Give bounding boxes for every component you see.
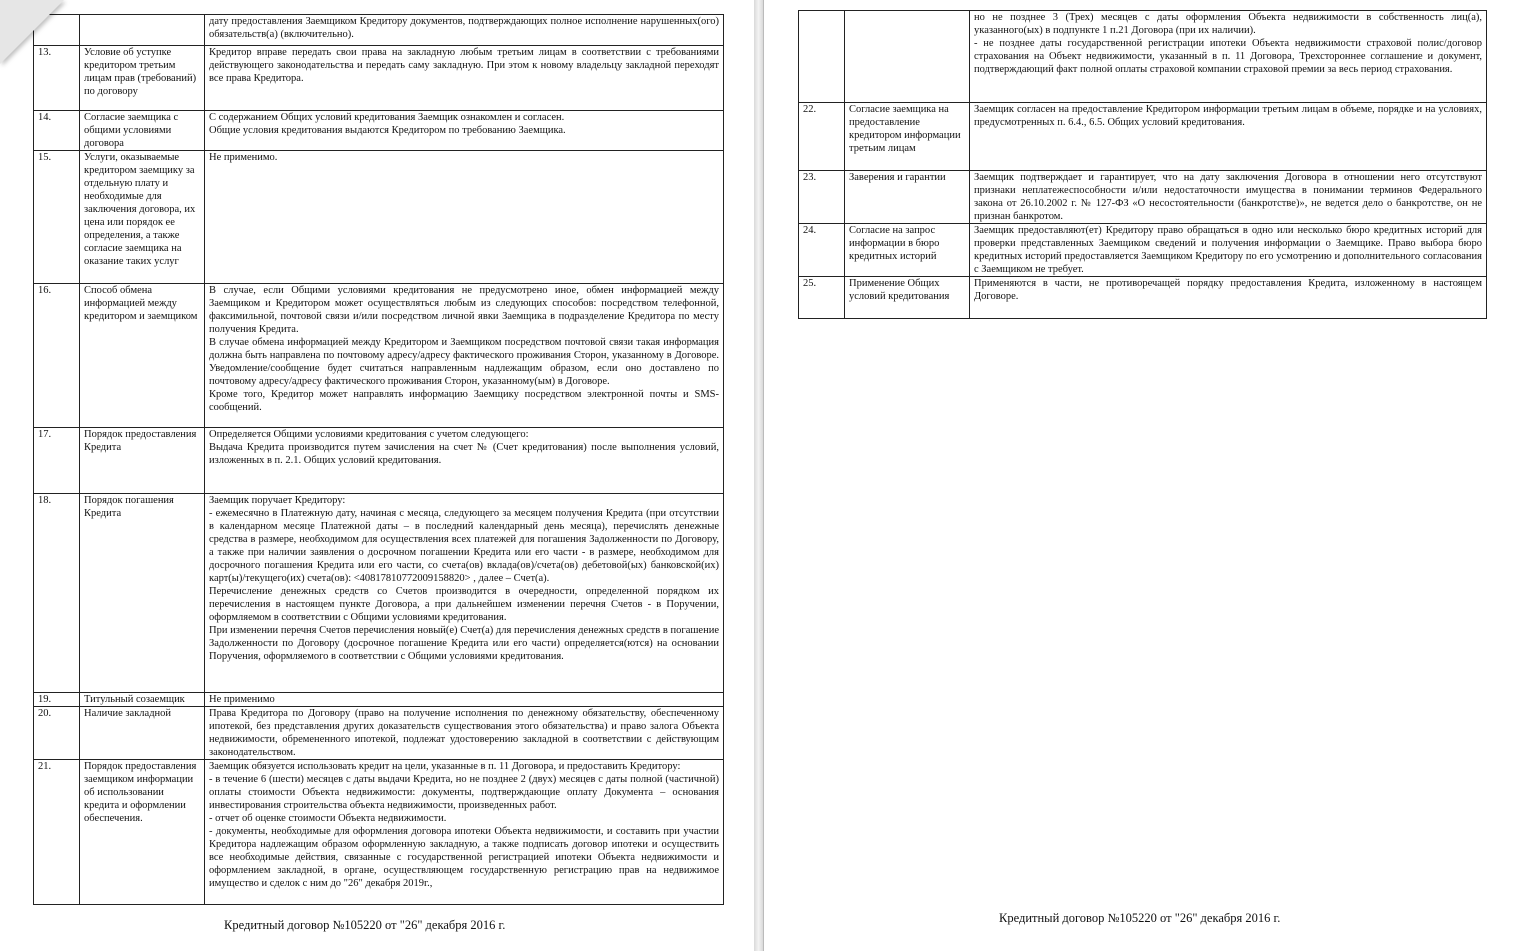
row-paragraph: но не позднее 3 (Трех) месяцев с даты оформления Объекта недвижимости в собственность лиц(а), указанного(ых) в подпункте 1 п.21 Договора (при их наличии). [974,12,1482,36]
page-curl [0,0,64,64]
row-number: 13. [34,46,80,111]
row-paragraph: Не применимо [209,694,275,705]
row-paragraph: В случае обмена информацией между Кредитором и Заемщиком посредством почтовой связи такая информация должна быть направлена по почтовому адресу/адресу фактического проживания Сторон, указанному в Договоре. Уведомление/сообщение будет считаться направленным надлежащим образом, если оно доставлено по почтовому адресу/адресу фактического проживания Сторон, указанному(ым) в Договоре. [209,337,719,387]
page-footer: Кредитный договор №105220 от "26" декабря 2016 г. [999,911,1281,925]
table-row [34,428,724,494]
row-paragraph: Общие условия кредитования выдаются Кредитором по требованию Заемщика. [209,125,566,136]
row-paragraph: дату предоставления Заемщиком Кредитору документов, подтверждающих полное исполнение нарушенных(ого) обязательств(а) (включительно). [209,16,719,40]
row-number: 23. [799,171,845,224]
row-paragraph: Кредитор вправе передать свои права на закладную любым третьим лицам в соответствии с требованиями действующего законодательства и передать саму закладную. При этом к новому владельцу закладной переходят все права Кредитора. [209,47,719,84]
row-content [205,428,724,494]
table-row [34,284,724,428]
row-content [970,277,1487,319]
row-paragraph: В случае, если Общими условиями кредитования не предусмотрено иное, обмен информацией между Заемщиком и Кредитором может осуществляться любым из следующих способов: посредством телефонной, факсимильной, почтовой связи и/или посредством личной явки Заемщика в подразделение Кредитора по месту получения Кредита. [209,285,719,335]
table-row [34,693,724,707]
row-content [970,11,1487,103]
row-number: 19. [34,693,80,707]
table-row [799,11,1487,103]
row-content [970,224,1487,277]
row-content [970,103,1487,171]
terms-table-right [798,10,1487,319]
page-gutter [754,0,763,951]
row-condition: Способ обмена информацией между кредитором и заемщиком [80,284,205,428]
row-content [205,15,724,46]
row-number: 21. [34,760,80,905]
row-condition [845,11,970,103]
table-row [34,494,724,693]
row-condition: Условие об уступке кредитором третьим лицам прав (требований) по договору [80,46,205,111]
table-row [34,46,724,111]
row-condition [80,15,205,46]
row-content [205,707,724,760]
page-footer: Кредитный договор №105220 от "26" декабря 2016 г. [224,918,506,932]
row-content [970,171,1487,224]
table-row [34,15,724,46]
row-paragraph: - отчет об оценке стоимости Объекта недвижимости. [209,813,447,824]
table-row [34,111,724,151]
row-paragraph: Заемщик подтверждает и гарантирует, что на дату заключения Договора в отношении него отсутствуют признаки неплатежеспособности и/или недостаточности имущества в понимании терминов Федерального закона от 26.10.2002 г. № 127-ФЗ «О несостоятельности (банкротстве)», не ведется дело о банкротстве, он не признан банкротом. [974,172,1482,222]
row-condition: Согласие заемщика с общими условиями договора [80,111,205,151]
row-number: 22. [799,103,845,171]
row-paragraph: При изменении перечня Счетов перечисления новый(е) Счет(а) для перечисления денежных средств в погашение Задолженности по Договору (досрочное погашение Кредита или его части) определяется(ются) на основании Поручения, оформляемого в соответствии с Общими условиями кредитования. [209,625,719,662]
row-content [205,151,724,284]
row-paragraph: С содержанием Общих условий кредитования Заемщик ознакомлен и согласен. [209,112,565,123]
table-row [799,171,1487,224]
row-number: 18. [34,494,80,693]
row-condition: Титульный созаемщик [80,693,205,707]
row-condition: Порядок погашения Кредита [80,494,205,693]
row-condition: Порядок предоставления заемщиком информации об использовании кредита и оформлении обеспечения. [80,760,205,905]
row-paragraph: Перечисление денежных средств со Счетов производится в очередности, определенной порядком их перечисления в настоящем пункте Договора, а при дальнейшем изменении перечня Счетов - в Поручении, оформляемом в соответствии с Общими условиями кредитования. [209,586,719,623]
row-number: 20. [34,707,80,760]
left-page [0,0,755,951]
table-row [34,707,724,760]
row-paragraph: - документы, необходимые для оформления договора ипотеки Объекта недвижимости, и составить при участии Кредитора надлежащим образом оформленную закладную, а также подписать договор ипотеки и осуществить все необходимые действия, связанные с государственной регистрацией ипотеки Объекта недвижимости и оформлением закладной, в органе, осуществляющем государственную регистрацию прав на недвижимое имущество и сделок с ним до "26" декабря 2019г., [209,826,719,889]
row-condition: Согласие заемщика на предоставление кредитором информации третьим лицам [845,103,970,171]
row-number [799,11,845,103]
row-paragraph: Права Кредитора по Договору (право на получение исполнения по денежному обязательству, обеспеченному ипотекой, без представления других доказательств существования этого обязательства) и право залога Объекта недвижимости, обремененного ипотекой, подлежат удостоверению закладной в соответствии с действующим законодательством. [209,708,719,758]
row-condition: Порядок предоставления Кредита [80,428,205,494]
row-number: 25. [799,277,845,319]
row-number: 24. [799,224,845,277]
row-condition: Наличие закладной [80,707,205,760]
row-paragraph: Не применимо. [209,152,278,163]
row-paragraph: - в течение 6 (шести) месяцев с даты выдачи Кредита, но не позднее 2 (двух) месяцев с даты полной (частичной) оплаты стоимости Объекта недвижимости: документы, подтверждающие оплату Документа – основания инвестирования строительства объекта недвижимости, произведенных работ. [209,774,719,811]
table-row [34,760,724,905]
row-paragraph: Кроме того, Кредитор может направлять информацию Заемщику посредством электронной почты и SMS-сообщений. [209,389,719,413]
row-number: 17. [34,428,80,494]
row-paragraph: Применяются в части, не противоречащей порядку предоставления Кредита, изложенному в настоящем Договоре. [974,278,1482,302]
table-row [799,277,1487,319]
row-content [205,46,724,111]
row-content [205,111,724,151]
row-number: 14. [34,111,80,151]
row-paragraph: Заемщик обязуется использовать кредит на цели, указанные в п. 11 Договора, и предоставить Кредитору: [209,761,681,772]
row-paragraph: - ежемесячно в Платежную дату, начиная с месяца, следующего за месяцем получения Кредита (при отсутствии в календарном месяце Платежной даты – в последний календарный день месяца), перечислять денежные средства в размере, необходимом для осуществления всех платежей для погашения Задолженности по Договору, а также при наличии заявления о досрочном погашении Кредита или его части - в размере, необходимом для досрочного погашения Кредита или его части, со счета(ов) вклада(ов)/счета(ов) дебетовой(ых) банковской(их) карт(ы)/текущего(их) счета(ов): <40817810772009158820> , далее – Счет(а). [209,508,719,584]
table-row [799,224,1487,277]
row-paragraph: - не позднее даты государственной регистрации ипотеки Объекта недвижимости страховой полис/договор страхования на Объект недвижимости, указанный в п. 11 Договора, Трехстороннее соглашение и документ, подтверждающий факт полной оплаты страховой компании страховой премии за весь период страхования. [974,38,1482,75]
row-paragraph: Определяется Общими условиями кредитования с учетом следующего: [209,429,529,440]
row-number: 16. [34,284,80,428]
row-content [205,284,724,428]
row-condition: Заверения и гарантии [845,171,970,224]
table-row [34,151,724,284]
row-condition: Согласие на запрос информации в бюро кредитных историй [845,224,970,277]
table-row [799,103,1487,171]
terms-table-left [33,14,724,905]
row-paragraph: Заемщик предоставляют(ет) Кредитору право обращаться в одно или несколько бюро кредитных историй для проверки представленных Заемщиком сведений и получения информации о Заемщике. Право выбора бюро кредитных историй предоставляется Заемщиком Кредитору по его усмотрению и дополнительного согласования с Заемщиком не требует. [974,225,1482,275]
row-content [205,760,724,905]
row-condition: Услуги, оказываемые кредитором заемщику за отдельную плату и необходимые для заключения договора, их цена или порядок ее определения, а также согласие заемщика на оказание таких услуг [80,151,205,284]
row-paragraph: Заемщик поручает Кредитору: [209,495,346,506]
row-content [205,494,724,693]
row-content [205,693,724,707]
row-number: 15. [34,151,80,284]
row-paragraph: Заемщик согласен на предоставление Кредитором информации третьим лицам в объеме, порядке и на условиях, предусмотренных п. 6.4., 6.5. Общих условий кредитования. [974,104,1482,128]
row-paragraph: Выдача Кредита производится путем зачисления на счет № (Счет кредитования) после выполнения условий, изложенных в п. 2.1. Общих условий кредитования. [209,442,719,466]
row-condition: Применение Общих условий кредитования [845,277,970,319]
